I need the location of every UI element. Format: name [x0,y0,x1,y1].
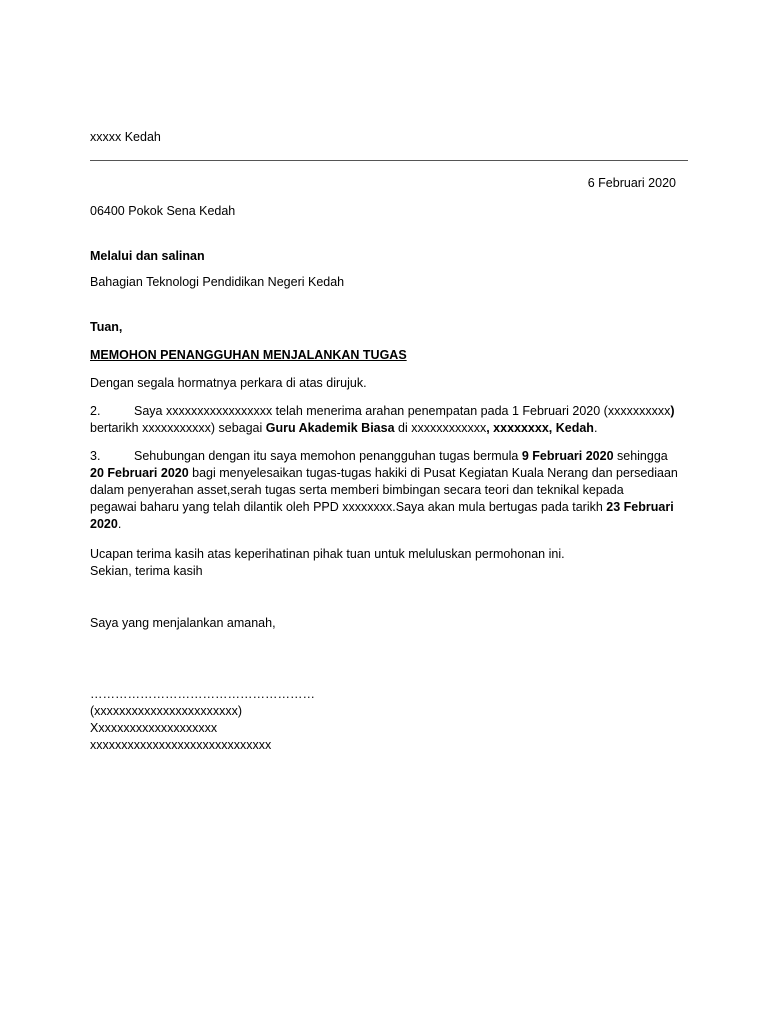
text-run: pegawai baharu yang telah dilantik oleh PPD xxxxxxxx.Saya akan mula bertugas pada tarikh [90,500,607,514]
text-run: bertarikh xxxxxxxxxxx) sebagai [90,421,266,435]
header-divider [90,160,688,161]
signatory-name: (xxxxxxxxxxxxxxxxxxxxxxx) [90,704,243,718]
closing-thanks: Ucapan terima kasih atas keperihatinan pihak tuan untuk meluluskan permohonan ini. [90,547,565,561]
text-run-bold: Guru Akademik Biasa [265,421,395,435]
paragraph-3-line-5 [90,516,690,533]
signature-line: ……………………………………………… [90,687,315,701]
via-label: Melalui dan salinan [90,249,205,263]
signatory-position: Xxxxxxxxxxxxxxxxxxxx [90,721,218,735]
text-run: di xxxxxxxxxxxx [394,421,487,435]
sender-address: xxxxx Kedah [90,130,161,144]
text-run: . [593,421,598,435]
text-run: Sehubungan dengan itu saya memohon penangguhan tugas bermula [134,449,522,463]
salutation: Tuan, [90,320,123,334]
intro-sentence: Dengan segala hormatnya perkara di atas dirujuk. [90,376,367,390]
sign-off: Saya yang menjalankan amanah, [90,616,276,630]
paragraph-2-line-1 [90,403,690,420]
text-run-bold: ) [670,404,675,418]
paragraph-2-line-2 [90,420,690,437]
paragraph-number: 3. [90,449,101,463]
closing-regards: Sekian, terima kasih [90,564,203,578]
subject-line: MEMOHON PENANGGUHAN MENJALANKAN TUGAS [90,348,407,362]
paragraph-3-line-3: dalam penyerahan asset,serah tugas serta memberi bimbingan secara teori dan teknikal kepada [90,483,624,497]
paragraph-3-line-4 [90,499,690,516]
via-recipient: Bahagian Teknologi Pendidikan Negeri Kedah [90,275,345,289]
text-run-bold: , xxxxxxxx, Kedah [486,421,594,435]
paragraph-3 [90,448,690,533]
text-run: bagi menyelesaikan tugas-tugas hakiki di Pusat Kegiatan Kuala Nerang dan persediaan [188,466,678,480]
text-run-bold: 2020 [90,517,118,531]
text-run: . [117,517,122,531]
paragraph-3-line-2 [90,465,690,482]
letter-date: 6 Februari 2020 [587,176,676,190]
recipient-address: 06400 Pokok Sena Kedah [90,204,236,218]
paragraph-2 [90,403,690,437]
paragraph-3-line-1 [90,448,690,465]
text-run: Saya xxxxxxxxxxxxxxxxx telah menerima arahan penempatan pada 1 Februari 2020 (xxxxxxxxxx [134,404,671,418]
paragraph-number: 2. [90,404,101,418]
text-run-bold: 20 Februari 2020 [90,466,189,480]
text-run-bold: 9 Februari 2020 [521,449,614,463]
signatory-office: xxxxxxxxxxxxxxxxxxxxxxxxxxxxx [90,738,272,752]
text-run: sehingga [613,449,668,463]
text-run-bold: 23 Februari [606,500,674,514]
